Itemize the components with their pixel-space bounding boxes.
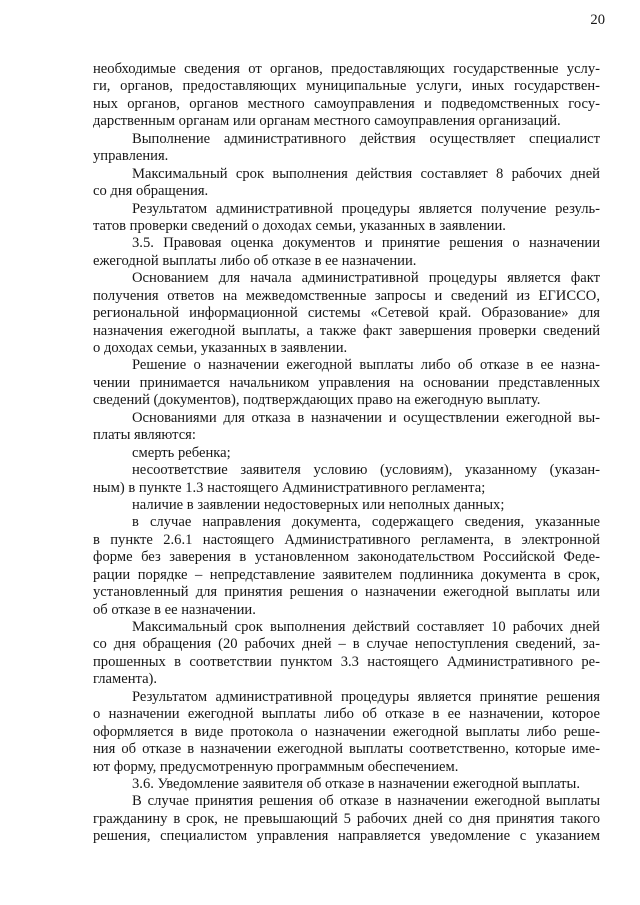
text-line: ных органов, органов местного самоуправления и подведомственных госу- [93,95,600,112]
text-line: Выполнение административного действия осуществляет специалист [132,130,600,147]
text-line: сведений (документов), подтверждающих право на ежегодную выплату. [93,392,541,409]
text-line: смерть ребенка; [132,444,231,461]
paragraph [93,793,600,845]
text-line: решения, специалистом управления направляется уведомление с указанием [93,828,600,845]
text-line: татов проверки сведений о доходах семьи, указанных в заявлении. [93,217,506,234]
text-line: ным) в пункте 1.3 настоящего Административного регламента; [93,479,486,496]
page-number: 20 [590,12,605,28]
paragraph [93,201,600,236]
text-line: прошенных в соответствии пунктом 3.3 настоящего Административного ре- [93,653,600,670]
text-line: в пункте 2.6.1 настоящего Административного регламента, в электронной [93,531,600,548]
text-line: форме без заверения в установленном законодательством Российской Феде- [93,549,600,566]
paragraph [93,131,600,166]
list-item [93,497,600,514]
text-line: платы являются: [93,427,196,444]
text-line: Результатом административной процедуры является получение резуль- [132,200,600,217]
text-line: оформляется в виде протокола о назначении ежегодной выплаты либо реше- [93,723,600,740]
text-line: о доходах семьи, указанных в заявлении. [93,340,348,356]
text-line: получения ответов на межведомственные запросы и сведений из ЕГИССО, [93,287,600,304]
text-line: 3.5. Правовая оценка документов и принятие решения о назначении [132,235,600,252]
text-line: 3.6. Уведомление заявителя об отказе в назначении ежегодной выплаты. [132,775,580,792]
text-line: наличие в заявлении недостоверных или неполных данных; [132,496,505,513]
text-line: ги, органов, предоставляющих муниципальные услуги, иных государствен- [93,78,600,95]
text-line: ют форму, предусмотренную программным обеспечением. [93,758,459,775]
text-line: Результатом административной процедуры является принятие решения [132,688,600,705]
section-heading [93,776,600,793]
list-item [93,514,600,619]
text-line: ежегодной выплаты либо об отказе в ее назначении. [93,252,417,269]
text-line: Максимальный срок выполнения действий составляет 10 рабочих дней [132,619,600,635]
paragraph [93,689,600,776]
text-line: гражданину в срок, не превышающий 5 рабочих дней со дня принятия такого [93,810,600,827]
paragraph [93,357,600,409]
paragraph [93,619,600,689]
paragraph [93,270,600,357]
text-line: рации порядке – непредставление заявителем подлинника документа в срок, [93,566,600,583]
text-line: Основанием для начала административной процедуры является факт [132,270,600,287]
text-line: дарственным органам или органам местного самоуправления организаций. [93,113,561,130]
text-line: управления. [93,148,169,165]
text-line: ния об отказе в назначении ежегодной выплаты соответственно, которые име- [93,741,600,758]
text-line: о назначении ежегодной выплаты либо об отказе в ее назначении, которое [93,706,600,723]
section-heading [93,235,600,270]
text-line: установленный для принятия решения о назначении ежегодной выплаты или [93,584,600,601]
text-line: Основаниями для отказа в назначении и осуществлении ежегодной вы- [132,409,600,426]
list-item [93,445,600,462]
text-line: региональной информационной системы «Сетевой край. Образование» для [93,305,600,322]
text-line: со дня обращения. [93,183,209,200]
text-line: Решение о назначении ежегодной выплаты либо об отказе в ее назна- [132,357,600,374]
paragraph [93,410,600,445]
text-line: об отказе в ее назначении. [93,601,256,618]
text-line: гламента). [93,671,158,688]
paragraph [93,166,600,201]
text-line: в случае направления документа, содержащего сведения, указанные [132,514,600,531]
text-line: необходимые сведения от органов, предоставляющих государственные услу- [93,61,600,77]
document-body [93,61,600,846]
list-item [93,462,600,497]
text-line: Максимальный срок выполнения действия составляет 8 рабочих дней [132,165,600,182]
paragraph [93,61,600,131]
text-line: несоответствие заявителя условию (условиям), указанному (указан- [132,462,600,479]
text-line: со дня обращения (20 рабочих дней – в случае непоступления сведений, за- [93,636,600,653]
text-line: В случае принятия решения об отказе в назначении ежегодной выплаты [132,793,600,810]
text-line: назначения ежегодной выплаты, а также факт завершения проверки сведений [93,322,600,339]
text-line: чении принимается начальником управления на основании представленных [93,374,600,391]
